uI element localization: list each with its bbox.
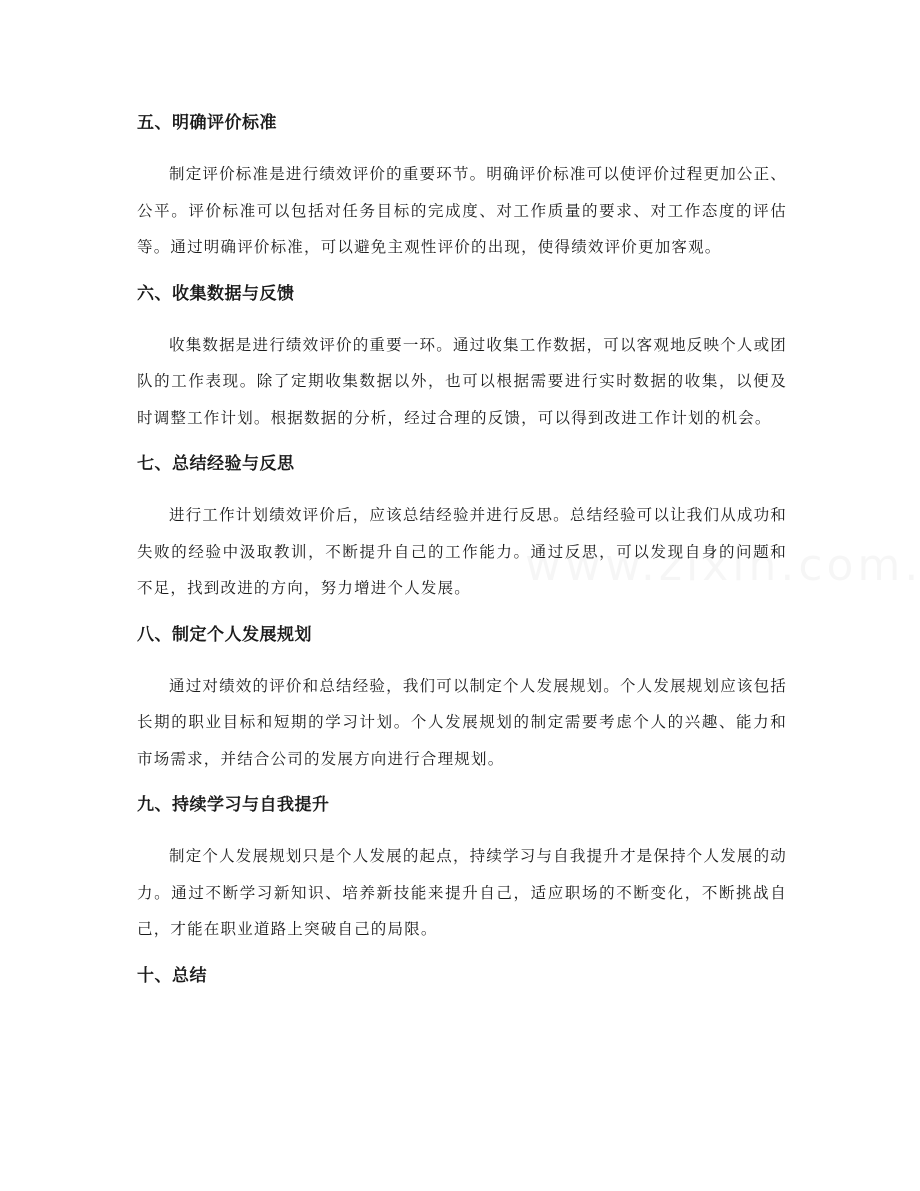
section-body-9: 制定个人发展规划只是个人发展的起点，持续学习与自我提升才是保持个人发展的动力。通过不断学习新知识、培养新技能来提升自己，适应职场的不断变化，不断挑战自己，才能在职业道路上突破自己的局限。 (137, 847, 787, 938)
section-heading-5: 五、明确评价标准 (137, 113, 277, 133)
document-content (137, 104, 787, 995)
section-body-8: 通过对绩效的评价和总结经验，我们可以制定个人发展规划。个人发展规划应该包括长期的职业目标和短期的学习计划。个人发展规划的制定需要考虑个人的兴趣、能力和市场需求，并结合公司的发展方向进行合理规划。 (137, 676, 787, 768)
section-body-5: 制定评价标准是进行绩效评价的重要环节。明确评价标准可以使评价过程更加公正、公平。评价标准可以包括对任务目标的完成度、对工作质量的要求、对工作态度的评估等。通过明确评价标准，可以避免主观性评价的出现，使得绩效评价更加客观。 (137, 165, 787, 256)
section-heading-7: 七、总结经验与反思 (137, 454, 295, 474)
section-heading-8: 八、制定个人发展规划 (137, 624, 312, 645)
section-heading-6: 六、收集数据与反馈 (137, 283, 295, 304)
section-heading-9: 九、持续学习与自我提升 (137, 795, 330, 815)
section-body-6: 收集数据是进行绩效评价的重要一环。通过收集工作数据，可以客观地反映个人或团队的工作表现。除了定期收集数据以外，也可以根据需要进行实时数据的收集，以便及时调整工作计划。根据数据的分析，经过合理的反馈，可以得到改进工作计划的机会。 (137, 335, 787, 427)
section-heading-10: 十、总结 (137, 965, 207, 986)
section-body-7: 进行工作计划绩效评价后，应该总结经验并进行反思。总结经验可以让我们从成功和失败的经验中汲取教训，不断提升自己的工作能力。通过反思，可以发现自身的问题和不足，找到改进的方向，努力增进个人发展。 (137, 506, 787, 597)
